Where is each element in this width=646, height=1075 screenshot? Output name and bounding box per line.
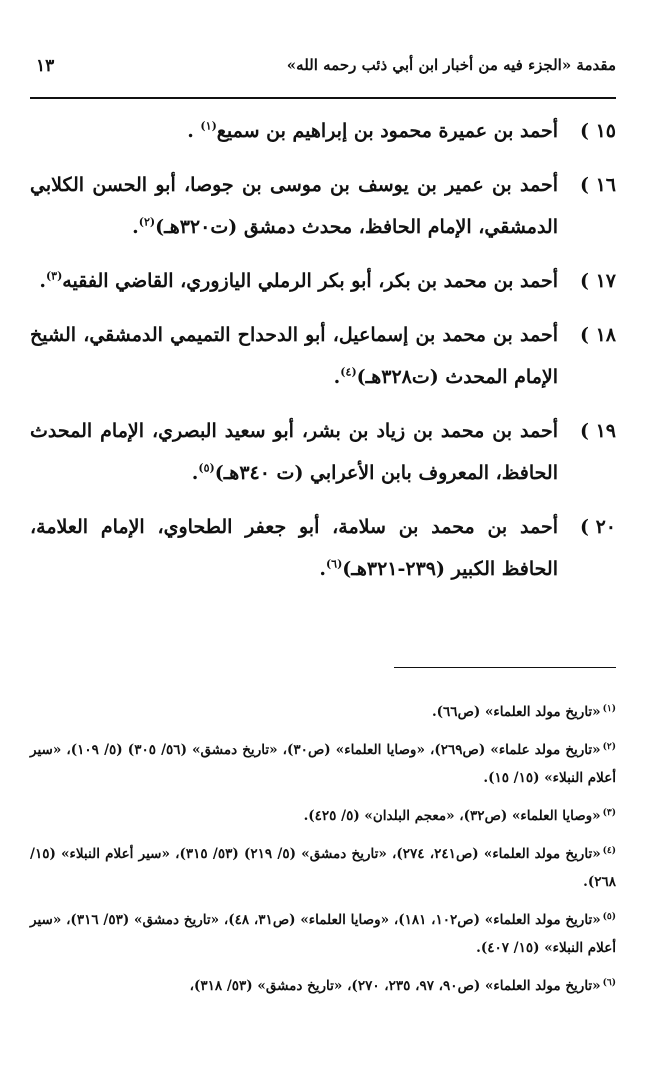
footnote-rule (394, 667, 616, 668)
entry-number: ١٩ ) (579, 420, 616, 442)
footnote-number: (٣) (602, 807, 616, 818)
footnote-ref: (٥) (198, 461, 215, 475)
footnotes (30, 698, 616, 1010)
entry-18 (30, 314, 616, 398)
entry-20 (30, 506, 616, 590)
entry-text (30, 110, 558, 152)
entry-body: أحمد بن عميرة محمود بن إبراهيم بن سميع (216, 120, 558, 142)
header-rule (30, 97, 616, 99)
entry-19 (30, 410, 616, 494)
entry-number: ١٧ ) (579, 270, 616, 292)
footnote-2 (30, 736, 616, 792)
entry-body: أحمد بن محمد بن زياد بن بشر، أبو سعيد البصري، الإمام المحدث الحافظ، المعروف بابن الأعرابي (ت ٣٤٠هـ) (30, 420, 558, 484)
footnote-number: (٢) (602, 741, 616, 752)
footnote-text: «تاريخ مولد العلماء» (ص١٠٢، ١٨١)، «وصايا العلماء» (ص٣١، ٤٨)، «تاريخ دمشق» (٥٣/ ٣١٦)، «سير أعلام النبلاء» (١٥/ ٤٠٧). (30, 912, 616, 956)
footnote-ref: (٦) (325, 557, 343, 571)
footnote-text: «تاريخ مولد العلماء» (ص٦٦). (431, 704, 601, 720)
entry-text (30, 410, 558, 494)
entry-text (30, 260, 558, 302)
entry-16 (30, 164, 616, 248)
footnote-6 (30, 972, 616, 1000)
entry-number: ٢٠ ) (579, 516, 616, 538)
footnote-3 (30, 802, 616, 830)
entry-list (30, 110, 616, 602)
entry-end: . (319, 558, 326, 580)
entry-body: أحمد بن محمد بن بكر، أبو بكر الرملي اليازوري، القاضي الفقيه (62, 270, 558, 292)
footnote-ref: (٤) (340, 365, 357, 379)
entry-end: . (333, 366, 341, 388)
footnote-text: «وصايا العلماء» (ص٣٢)، «معجم البلدان» (٥/ ٤٢٥). (303, 808, 601, 824)
footnote-ref: (٣) (45, 269, 63, 283)
entry-number: ١٥ ) (579, 120, 616, 142)
footnote-text: «تاريخ مولد علماء» (ص٢٦٩)، «وصايا العلماء» (ص٣٠)، «تاريخ دمشق» (٥٦/ ٣٠٥) (٥/ ١٠٩)، «سير أعلام النبلاء» (١٥/ ١٥). (30, 742, 616, 786)
footnote-ref: (٢) (138, 215, 156, 229)
entry-number: ١٦ ) (579, 174, 616, 196)
entry-end: . (191, 462, 199, 484)
entry-15 (30, 110, 616, 152)
running-title: مقدمة «الجزء فيه من أخبار ابن أبي ذئب رحمه الله» (286, 56, 616, 74)
footnote-ref: (١) (200, 119, 217, 133)
entry-text (30, 164, 558, 248)
footnote-number: (١) (602, 703, 616, 714)
footnote-5 (30, 906, 616, 962)
entry-text (30, 506, 558, 590)
footnote-1 (30, 698, 616, 726)
entry-17 (30, 260, 616, 302)
running-header (30, 56, 616, 86)
entry-end: . (39, 270, 46, 292)
footnote-text: «تاريخ مولد العلماء» (ص٢٤١، ٢٧٤)، «تاريخ دمشق» (٥/ ٢١٩) (٥٣/ ٣١٥)، «سير أعلام النبلاء» (١٥/ ٢٦٨). (30, 846, 616, 890)
footnote-4 (30, 840, 616, 896)
entry-end: . (187, 120, 201, 142)
footnote-text: «تاريخ مولد العلماء» (ص٩٠، ٩٧، ٢٣٥، ٢٧٠)، «تاريخ دمشق» (٥٣/ ٣١٨)، (189, 978, 601, 994)
entry-number: ١٨ ) (579, 324, 616, 346)
page-number: ١٣ (36, 56, 55, 76)
entry-body: أحمد بن محمد بن سلامة، أبو جعفر الطحاوي، الإمام العلامة، الحافظ الكبير (٢٣٩-٣٢١هـ) (30, 516, 558, 580)
book-page (30, 0, 616, 1075)
footnote-number: (٦) (602, 977, 616, 988)
entry-text (30, 314, 558, 398)
footnote-number: (٤) (602, 845, 617, 856)
footnote-number: (٥) (602, 911, 617, 922)
entry-body: أحمد بن محمد بن إسماعيل، أبو الدحداح التميمي الدمشقي، الشيخ الإمام المحدث (ت٣٢٨هـ) (30, 324, 558, 388)
entry-body: أحمد بن عمير بن يوسف بن موسى بن جوصا، أبو الحسن الكلابي الدمشقي، الإمام الحافظ، محدث دمشق (ت٣٢٠هـ) (30, 174, 558, 238)
entry-end: . (132, 216, 139, 238)
